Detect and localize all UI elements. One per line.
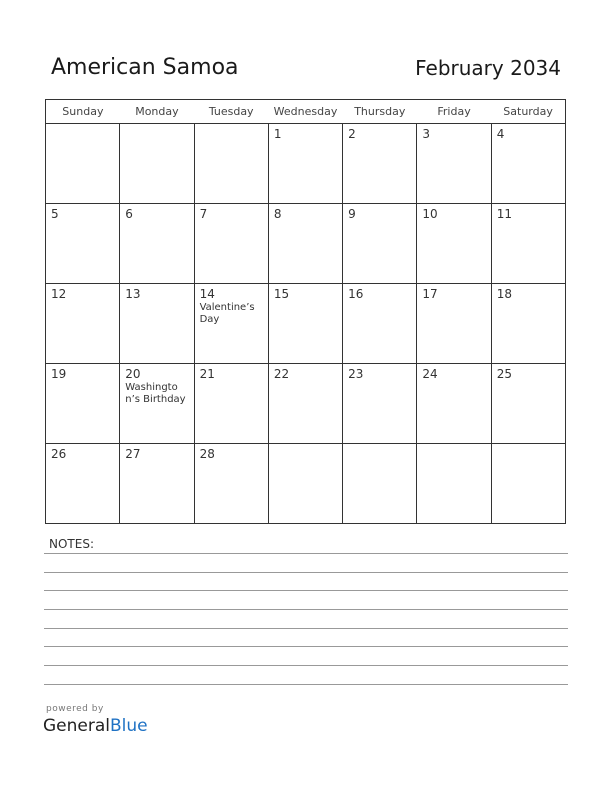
day-number: 23: [348, 367, 364, 381]
day-cell: [268, 204, 342, 284]
day-cell: [120, 284, 194, 364]
note-line: [44, 628, 568, 629]
day-cell: [491, 444, 565, 524]
day-cell: [120, 364, 194, 444]
week-row: [46, 284, 566, 364]
day-number: 14: [199, 287, 215, 301]
day-number: 25: [496, 367, 512, 381]
day-cell: [417, 444, 491, 524]
day-cell: [417, 364, 491, 444]
day-number: 3: [422, 127, 431, 141]
day-cell: [46, 204, 120, 284]
note-line: [44, 684, 568, 685]
powered-by-text: powered by: [46, 704, 104, 714]
day-cell: [491, 364, 565, 444]
day-cell: [491, 124, 565, 204]
day-number: 27: [125, 447, 141, 461]
day-cell: [194, 284, 268, 364]
day-number: 10: [422, 207, 438, 221]
day-cell: [120, 444, 194, 524]
day-cell: [46, 124, 120, 204]
day-number: 15: [273, 287, 290, 301]
day-number: 6: [125, 207, 133, 221]
weekday-header: Friday: [417, 100, 491, 124]
day-cell: [417, 124, 491, 204]
weekday-header: Wednesday: [268, 100, 342, 124]
day-cell: [120, 204, 194, 284]
day-cell: [194, 204, 268, 284]
day-number: 2: [348, 127, 356, 141]
day-cell: [343, 364, 417, 444]
brand-logo: [43, 716, 148, 736]
weekday-header: Thursday: [343, 100, 417, 124]
note-line: [44, 590, 568, 591]
calendar-grid: [45, 99, 566, 524]
day-cell: [46, 444, 120, 524]
day-number: 21: [199, 367, 215, 381]
day-cell: [268, 444, 342, 524]
brand-general: General: [43, 716, 110, 736]
day-number: 26: [51, 447, 67, 461]
note-line: [44, 646, 568, 647]
note-line: [44, 665, 568, 666]
week-row: [46, 364, 566, 444]
day-number: 7: [199, 207, 208, 221]
weekday-header-row: [46, 100, 566, 124]
day-cell: [194, 124, 268, 204]
day-cell: [491, 204, 565, 284]
day-cell: [417, 204, 491, 284]
day-cell: [343, 444, 417, 524]
day-number: 9: [348, 207, 356, 221]
day-cell: [120, 124, 194, 204]
day-number: 24: [422, 367, 438, 381]
day-number: 19: [51, 367, 67, 381]
day-number: 13: [125, 287, 141, 301]
day-number: 16: [348, 287, 364, 301]
day-cell: [46, 284, 120, 364]
brand-blue: Blue: [110, 716, 148, 736]
day-cell: [343, 124, 417, 204]
day-cell: [268, 124, 342, 204]
day-number: 18: [496, 287, 512, 301]
day-number: 22: [273, 367, 290, 381]
day-number: 8: [273, 207, 282, 221]
notes-label: NOTES:: [49, 537, 94, 551]
note-line: [44, 572, 568, 573]
day-number: 1: [273, 127, 282, 141]
week-row: [46, 444, 566, 524]
week-row: [46, 124, 566, 204]
country-title: American Samoa: [51, 55, 239, 80]
day-cell: [417, 284, 491, 364]
note-line: [44, 609, 568, 610]
weekday-header: Tuesday: [194, 100, 268, 124]
day-cell: [491, 284, 565, 364]
holiday-label: Valentine’s Day: [199, 302, 255, 325]
day-cell: [343, 204, 417, 284]
weekday-header: Sunday: [46, 100, 120, 124]
month-title: February 2034: [415, 56, 561, 80]
day-cell: [268, 284, 342, 364]
day-number: 12: [51, 287, 67, 301]
day-cell: [343, 284, 417, 364]
day-number: 5: [51, 207, 59, 221]
note-line: [44, 553, 568, 554]
day-number: 20: [125, 367, 141, 381]
day-cell: [194, 364, 268, 444]
day-cell: [46, 364, 120, 444]
day-number: 17: [422, 287, 438, 301]
day-cell: [268, 364, 342, 444]
week-row: [46, 204, 566, 284]
holiday-label: Washington’s Birthday: [125, 382, 186, 405]
day-number: 28: [199, 447, 215, 461]
day-number: 11: [496, 207, 512, 221]
day-number: 4: [496, 127, 505, 141]
day-cell: [194, 444, 268, 524]
weekday-header: Saturday: [491, 100, 565, 124]
weekday-header: Monday: [120, 100, 194, 124]
